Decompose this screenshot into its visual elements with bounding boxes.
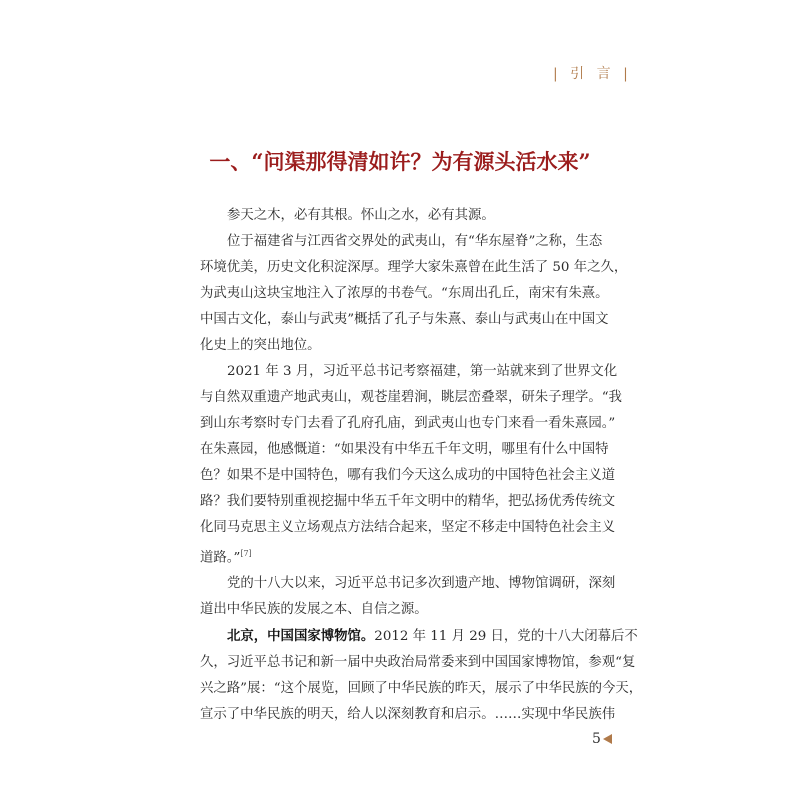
line-text: 久，习近平总书记和新一届中央政治局常委来到中国国家博物馆，参观“复 xyxy=(200,655,636,671)
page-number: 5 xyxy=(592,731,601,747)
line-text: 党的十八大以来，习近平总书记多次到遗产地、博物馆调研，深刻 xyxy=(227,576,616,592)
line-text: 色？如果不是中国特色，哪有我们今天这么成功的中国特色社会主义道 xyxy=(200,468,616,483)
line-text: 中国古文化，泰山与武夷”概括了孔子与朱熹、泰山与武夷山在中国文 xyxy=(200,312,609,327)
body-text xyxy=(200,203,643,728)
footnote-reference: [7] xyxy=(240,549,252,558)
bold-lead-text: 北京，中国国家博物馆。 xyxy=(227,628,375,645)
text-line xyxy=(200,463,616,489)
text-line xyxy=(200,411,616,437)
text-line xyxy=(200,489,616,515)
text-line xyxy=(200,650,636,676)
line-text: 化史上的突出地位。 xyxy=(200,338,321,353)
line-text: 参天之木，必有其根。怀山之水，必有其源。 xyxy=(227,208,495,223)
text-line xyxy=(200,359,618,385)
line-text: 环境优美，历史文化积淀深厚。理学大家朱熹曾在此生活了 50 年之久， xyxy=(200,260,628,275)
running-head: | 引 言 | xyxy=(553,66,632,82)
text-line xyxy=(200,515,616,541)
triangle-left-icon xyxy=(603,734,612,744)
line-text: 与自然双重遗产地武夷山，观苍崖碧涧，眺层峦叠翠，研朱子理学。“我 xyxy=(200,390,622,405)
text-line xyxy=(200,229,610,255)
text-line xyxy=(200,623,638,650)
line-text: 为武夷山这块宝地注入了浓厚的书卷气。“东周出孔丘，南宋有朱熹。 xyxy=(200,286,609,301)
text-line xyxy=(200,702,616,728)
text-line xyxy=(200,333,610,359)
text-line xyxy=(200,597,610,623)
line-text: 化同马克思主义立场观点方法结合起来，坚定不移走中国特色社会主义 xyxy=(200,520,616,535)
line-text: 兴之路”展：“这个展览，回顾了中华民族的昨天，展示了中华民族的今天， xyxy=(200,681,643,697)
text-line xyxy=(200,255,628,281)
text-line xyxy=(200,541,610,571)
text-line xyxy=(200,437,610,463)
text-line xyxy=(200,203,610,229)
text-line xyxy=(200,676,643,702)
text-line xyxy=(200,281,610,307)
section-title: 一、“问渠那得清如许？为有源头活水来” xyxy=(209,149,591,174)
line-text: 道出中华民族的发展之本、自信之源。 xyxy=(200,602,428,618)
text-line xyxy=(200,307,610,333)
line-text: 道路。” xyxy=(200,550,241,566)
text-line xyxy=(200,385,622,411)
page-number-area xyxy=(592,731,612,747)
line-text: 位于福建省与江西省交界处的武夷山，有“华东屋脊”之称，生态 xyxy=(227,234,603,249)
line-text: 在朱熹园，他感慨道：“如果没有中华五千年文明，哪里有什么中国特 xyxy=(200,442,609,457)
line-text: 2021 年 3 月，习近平总书记考察福建，第一站就来到了世界文化 xyxy=(227,364,618,379)
line-text: 到山东考察时专门去看了孔府孔庙，到武夷山也专门来看一看朱熹园。” xyxy=(200,416,616,431)
line-text: 2012 年 11 月 29 日，党的十八大闭幕后不 xyxy=(374,629,638,645)
line-text: 路？我们要特别重视挖掘中华五千年文明中的精华，把弘扬优秀传统文 xyxy=(200,494,616,509)
text-line xyxy=(200,571,616,597)
line-text: 宣示了中华民族的明天，给人以深刻教育和启示。……实现中华民族伟 xyxy=(200,707,616,723)
